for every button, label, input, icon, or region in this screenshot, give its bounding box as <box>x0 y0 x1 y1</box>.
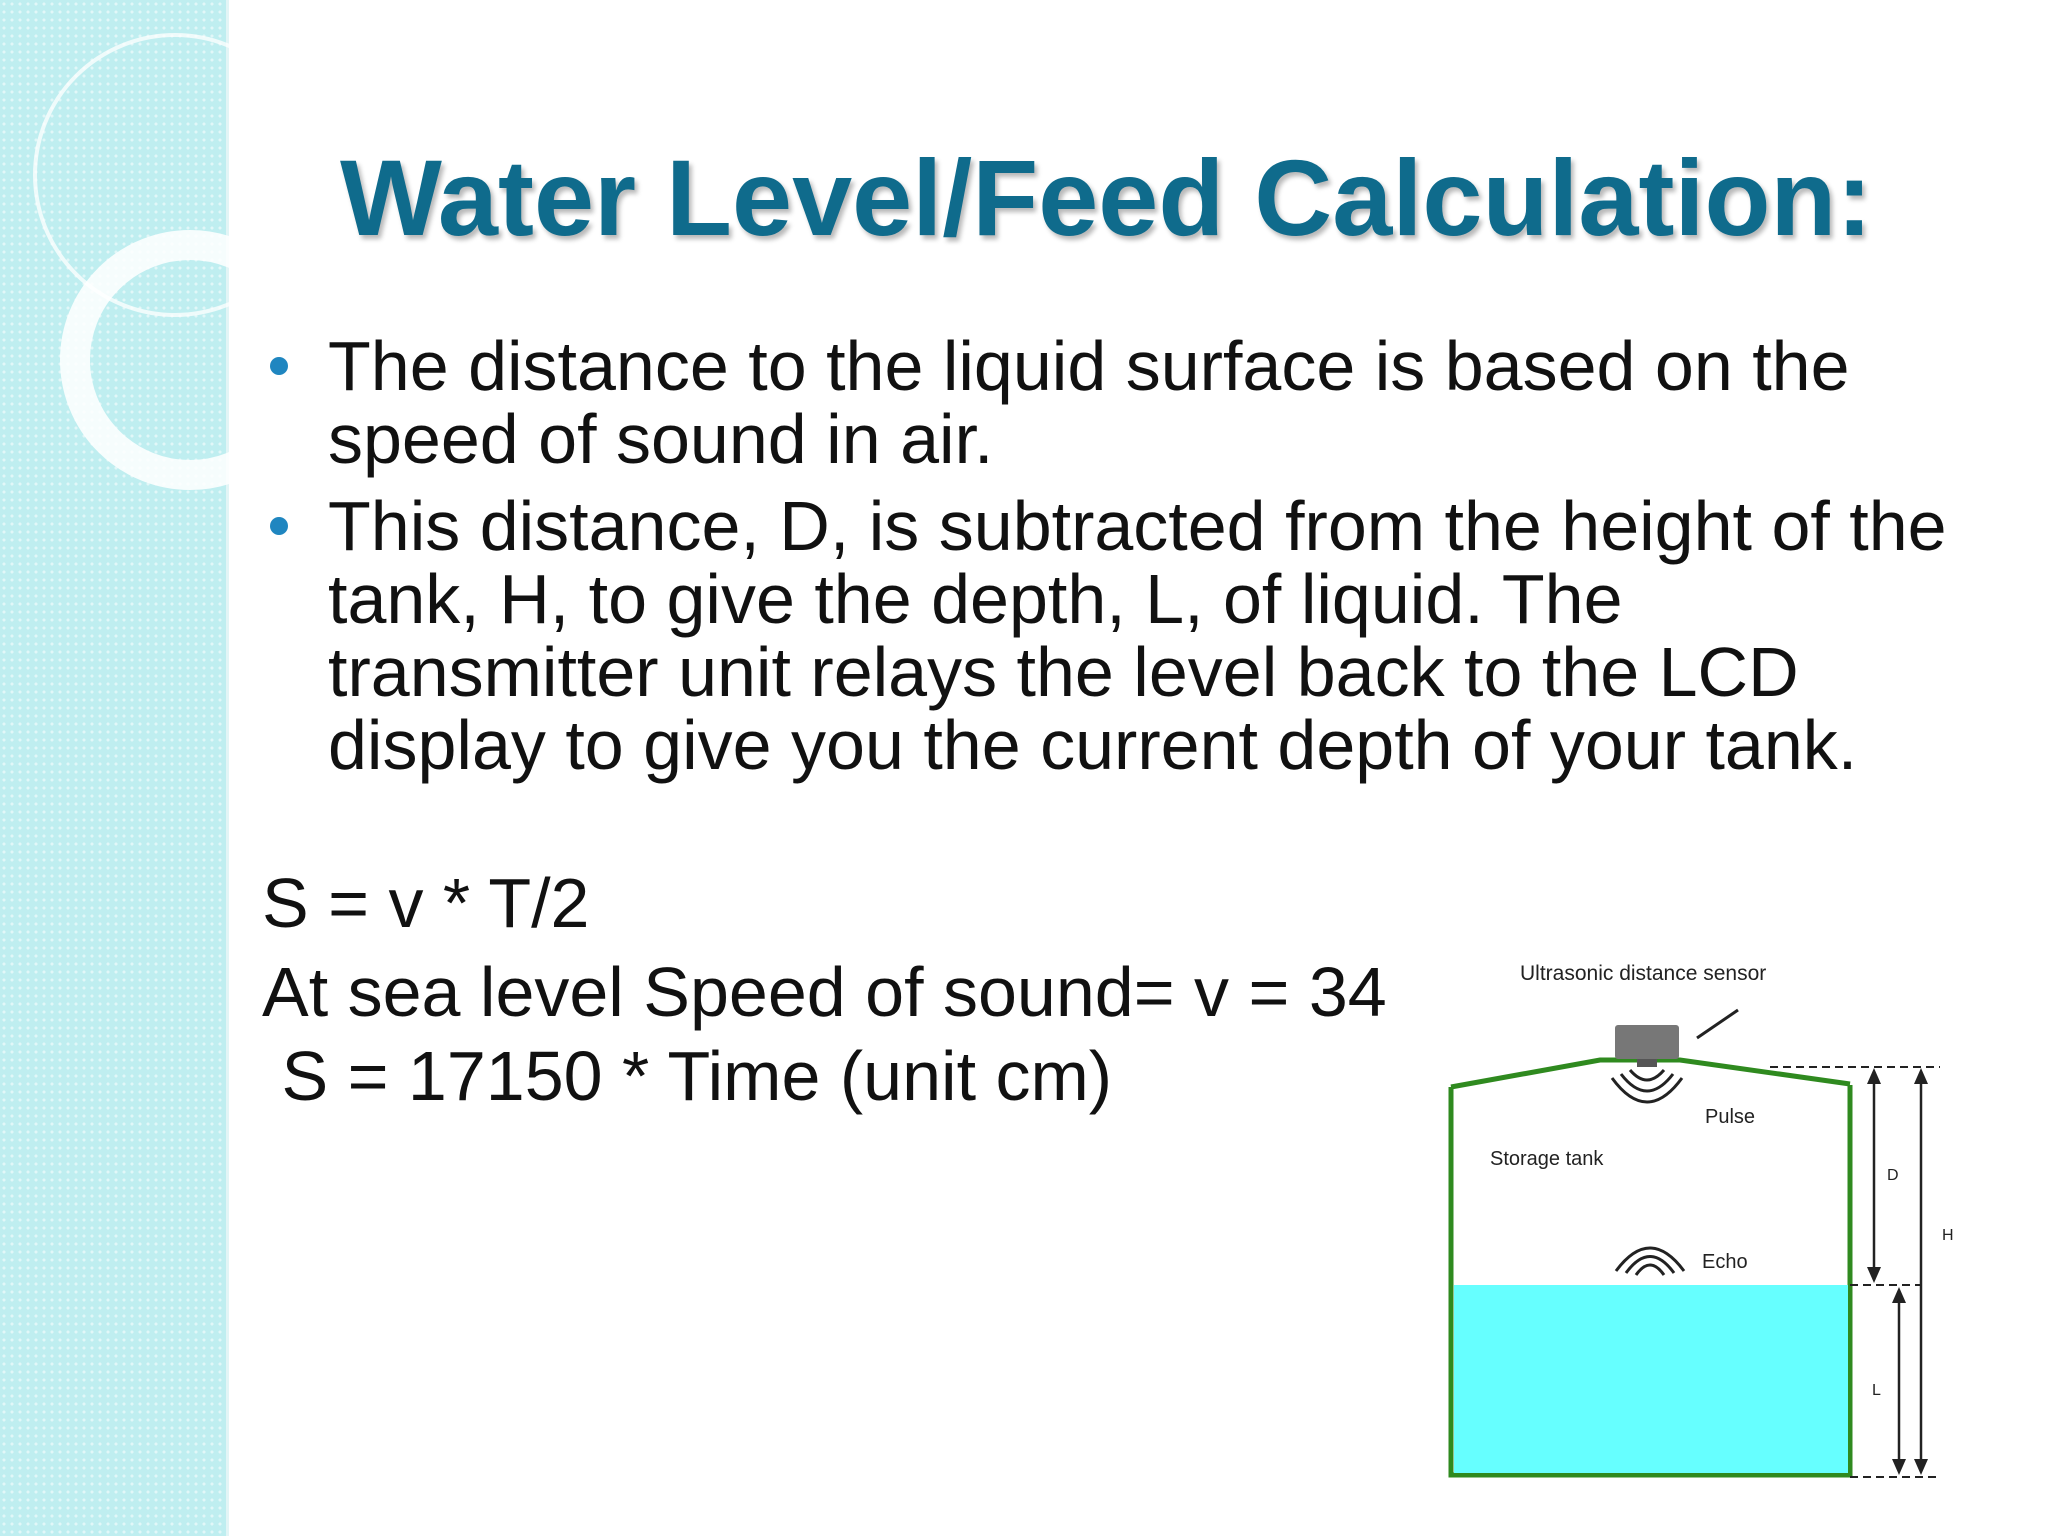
pulse-label: Pulse <box>1705 1106 1756 1128</box>
decorative-rings <box>0 0 230 520</box>
speed-of-sound-line: At sea level Speed of sound= v = 34 <box>262 953 1387 1031</box>
h-label: H <box>1942 1227 1954 1244</box>
formula-distance: S = v * T/2 <box>262 864 590 942</box>
bullet-item <box>328 487 1968 784</box>
bullet-dot-icon <box>270 357 288 375</box>
sensor-icon <box>1615 1025 1679 1059</box>
echo-wave-icon <box>1636 1265 1664 1275</box>
tank-diagram <box>1440 950 2000 1510</box>
bullet-item <box>328 327 1968 478</box>
formula-distance-cm: S = 17150 * Time (unit cm) <box>262 1037 1113 1115</box>
tank-label: Storage tank <box>1490 1148 1604 1170</box>
sensor-label: Ultrasonic distance sensor <box>1520 962 1767 985</box>
liquid <box>1454 1285 1848 1473</box>
d-label: D <box>1887 1167 1899 1184</box>
l-label: L <box>1872 1382 1881 1399</box>
sensor-pointer <box>1697 1010 1738 1038</box>
pulse-wave-icon <box>1630 1070 1664 1080</box>
bullet-text: The distance to the liquid surface is based on the speed of sound in air. <box>328 327 1850 478</box>
bullet-dot-icon <box>270 517 288 535</box>
bullet-text: This distance, D, is subtracted from the height of the tank, H, to give the depth, L, of liquid. The transmitter unit relays the level back to the LCD display to give you the current depth of your tank. <box>328 487 1947 784</box>
echo-label: Echo <box>1702 1251 1748 1273</box>
slide-title: Water Level/Feed Calculation: <box>340 137 1873 258</box>
